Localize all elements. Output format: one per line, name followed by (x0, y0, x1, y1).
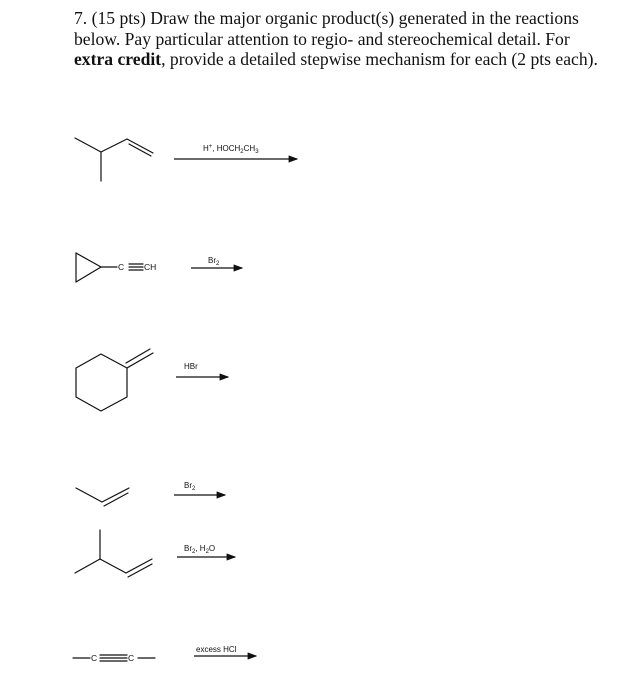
substrate-3-structure (76, 349, 153, 411)
substrate-4-structure (76, 488, 129, 506)
reaction-5 (75, 530, 235, 577)
substrate-2-carbon-label: C (118, 262, 125, 272)
substrate-6-structure (73, 655, 155, 661)
substrate-1-structure (75, 138, 153, 181)
substrate-2-structure (76, 253, 143, 282)
question-body-1: Draw the major organic product(s) generated in the reactions below. Pay particular attention to regio- and stereochemical detail. For (74, 8, 579, 49)
substrate-6-carbon-left: C (91, 653, 98, 663)
question-points: (15 pts) (91, 8, 146, 28)
reaction-2 (76, 253, 242, 282)
extra-credit-label: extra credit (74, 49, 162, 69)
question-number: 7. (74, 8, 88, 28)
reaction-1 (75, 138, 297, 181)
reaction-3 (76, 349, 228, 411)
reagent-1-label: H+, $HOCH_2CH_3$ (203, 144, 259, 155)
reaction-4 (76, 481, 225, 506)
reagent-6-label: excess HCl (196, 645, 237, 654)
reagent-3-label: HBr (184, 362, 198, 371)
reagent-5-label: $Br_2$, $H_2O$ (184, 544, 216, 555)
reaction-6 (73, 645, 256, 663)
substrate-2-ch-label: CH (144, 262, 157, 272)
substrate-6-carbon-right: C (128, 653, 135, 663)
reagent-4-label: $Br_2$ (184, 481, 196, 492)
reagent-2-label: $Br_2$ (208, 256, 220, 267)
question-body-2: , provide a detailed stepwise mechanism for each (2 pts each). (161, 49, 598, 69)
substrate-5-structure (75, 530, 152, 577)
